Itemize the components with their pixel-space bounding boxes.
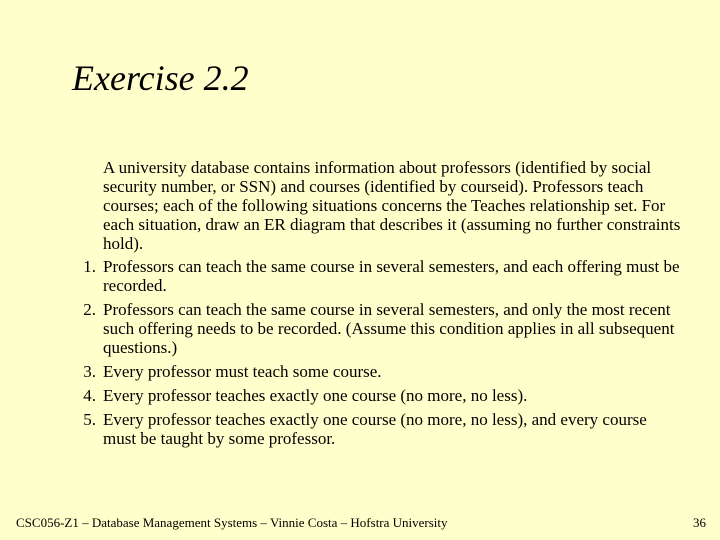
question-text: Professors can teach the same course in several semesters, and each offering must be recorded. xyxy=(103,257,680,295)
question-text: Every professor teaches exactly one course (no more, no less). xyxy=(103,386,528,405)
question-text: Every professor must teach some course. xyxy=(103,362,382,381)
question-item xyxy=(83,386,683,405)
question-number: 5. xyxy=(83,410,96,429)
question-item xyxy=(83,257,683,295)
slide-title: Exercise 2.2 xyxy=(72,58,249,98)
question-text: Professors can teach the same course in several semesters, and only the most recent such offering needs to be recorded. (Assume this condition applies in all subsequent questions.) xyxy=(103,300,675,357)
question-number: 2. xyxy=(83,300,96,319)
footer-page-number: 36 xyxy=(693,515,706,530)
footer-course-info: CSC056-Z1 – Database Management Systems – Vinnie Costa – Hofstra University xyxy=(16,515,448,530)
question-item xyxy=(83,362,683,381)
question-number: 4. xyxy=(83,386,96,405)
question-list xyxy=(83,257,683,448)
question-item xyxy=(83,300,683,357)
question-item xyxy=(83,410,683,448)
question-number: 1. xyxy=(83,257,96,276)
slide-body xyxy=(83,158,683,453)
intro-paragraph: A university database contains information about professors (identified by social security number, or SSN) and courses (identified by courseid). Professors teach courses; each of the following situations concerns the Teaches relationship set. For each situation, draw an ER diagram that describes it (assuming no further constraints hold). xyxy=(103,158,681,253)
question-number: 3. xyxy=(83,362,96,381)
question-text: Every professor teaches exactly one course (no more, no less), and every course must be taught by some professor. xyxy=(103,410,647,448)
